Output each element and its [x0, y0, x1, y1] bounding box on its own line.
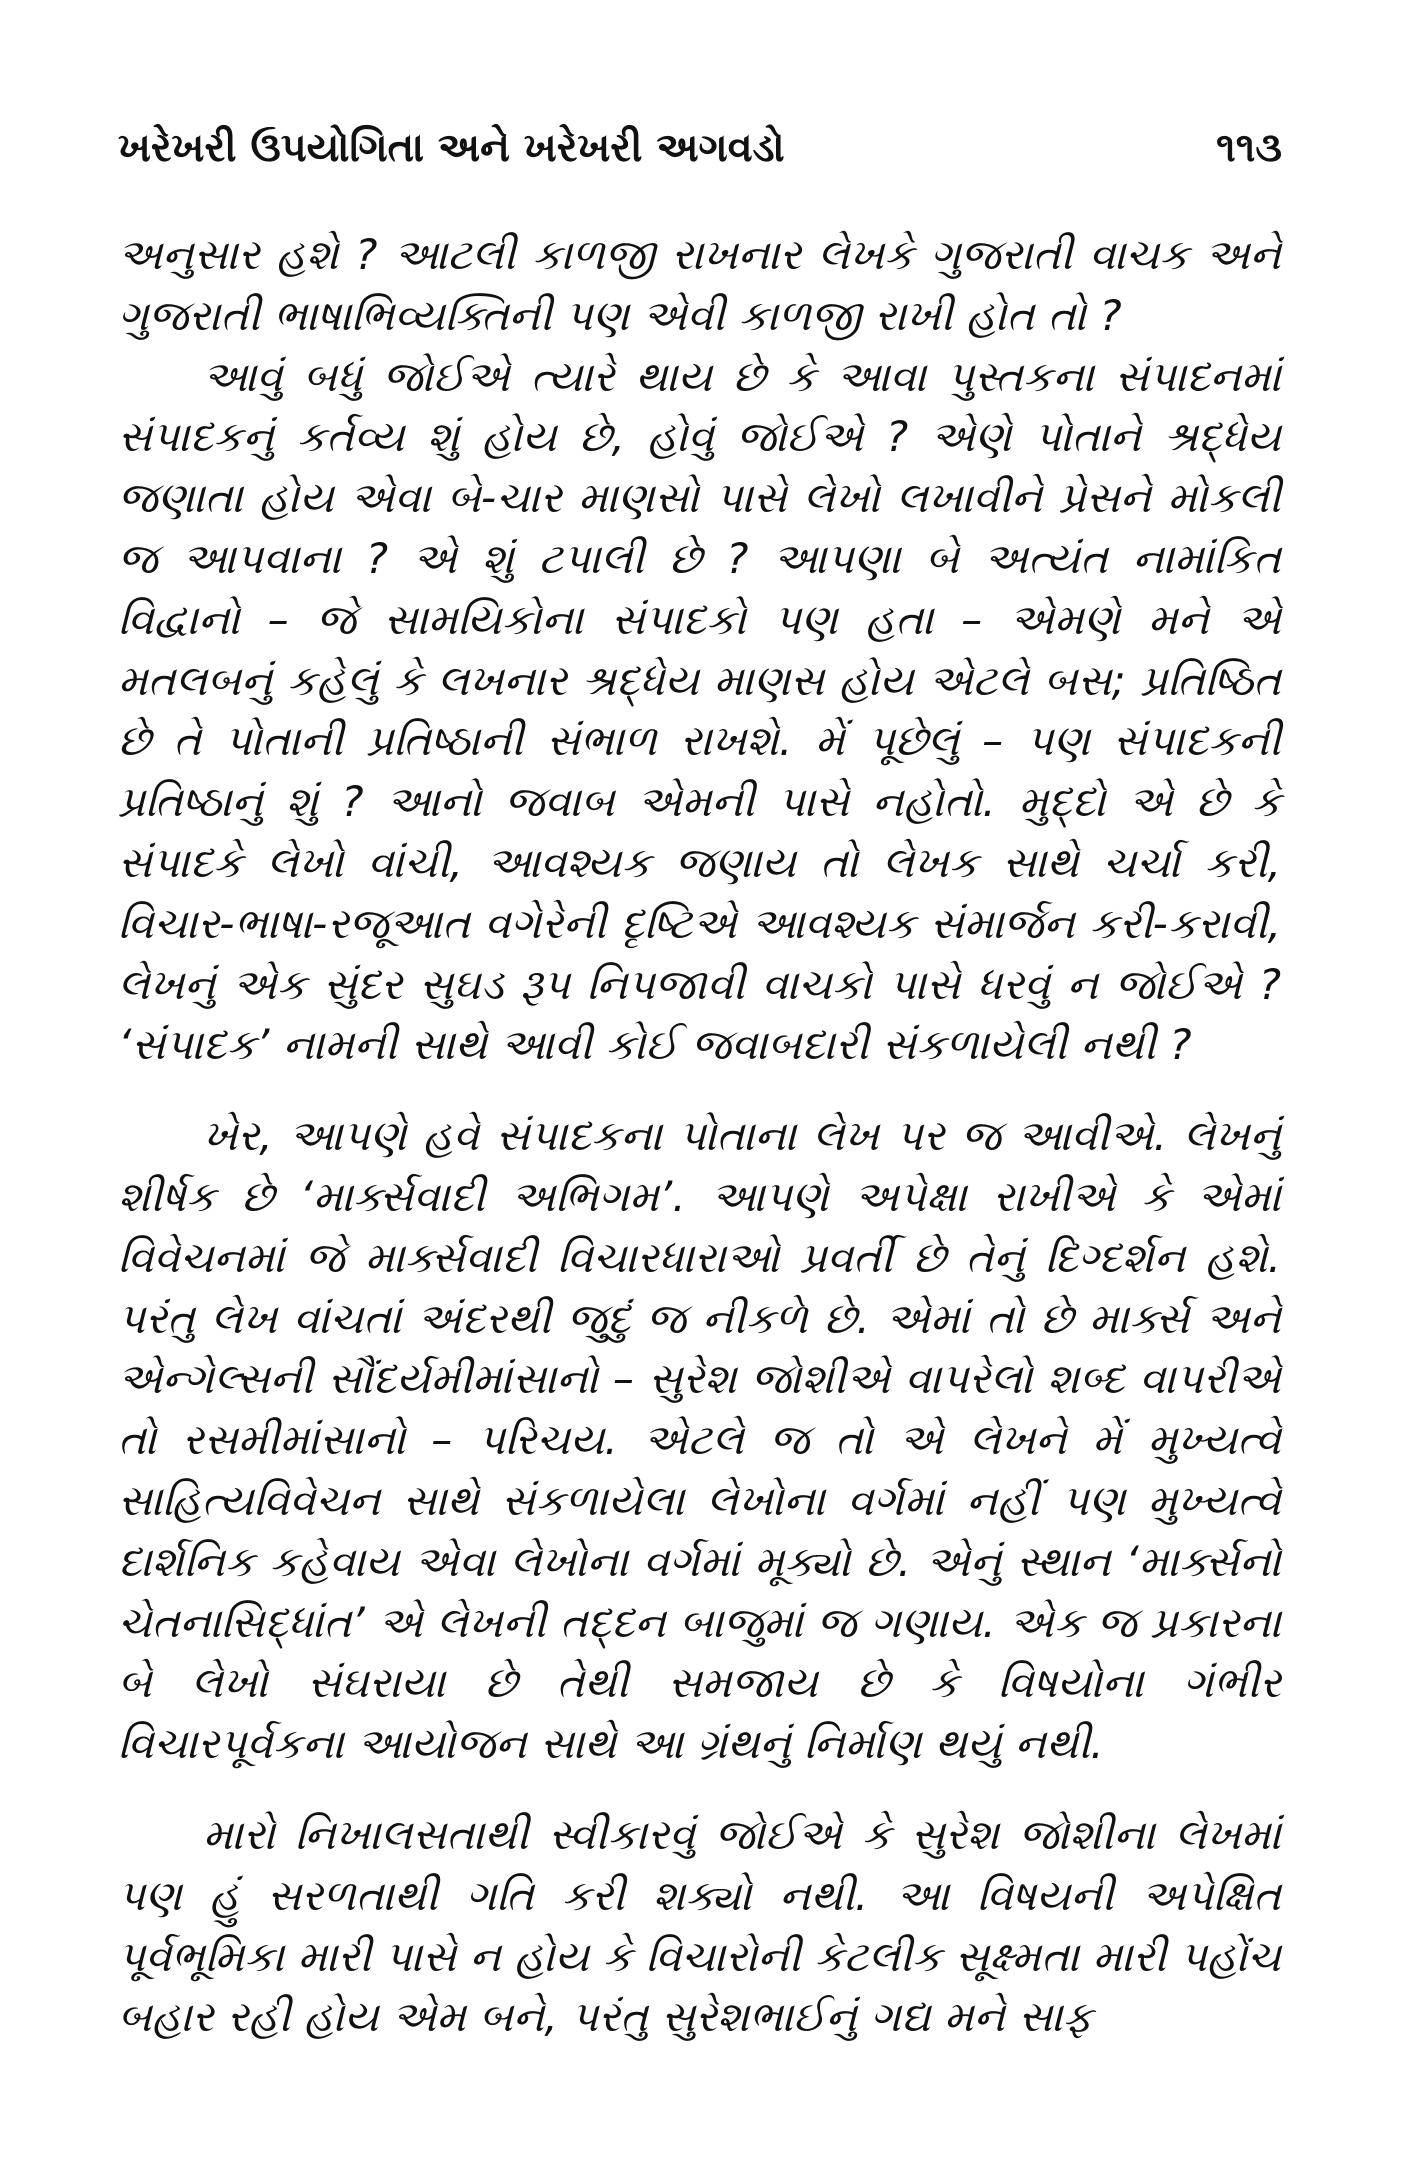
paragraph-editor-duty: આવું બધું જોઈએ ત્યારે થાય છે કે આવા પુસ્તકના સંપાદનમાં સંપાદકનું કર્તવ્ય શું હોય છે, હોવું જોઈએ ? એણે પોતાને શ્રદ્ધેય જણાતા હોય એવા બે-ચાર માણસો પાસે લેખો લખાવીને પ્રેસને મોકલી જ આપવાના ? એ શું ટપાલી છે ? આપણા બે અત્યંત નામાંકિત વિદ્વાનો – જે સામયિકોના સંપાદકો પણ હતા – એમણે મને એ મતલબનું કહેલું કે લખનાર શ્રદ્ધેય માણસ હોય એટલે બસ; પ્રતિષ્ઠિત છે તે પોતાની પ્રતિષ્ઠાની સંભાળ રાખશે. મેં પૂછેલું – પણ સંપાદકની પ્રતિષ્ઠાનું શું ? આનો જવાબ એમની પાસે નહોતો. મુદ્દો એ છે કે સંપાદકે લેખો વાંચી, આવશ્યક જણાય તો લેખક સાથે ચર્ચા કરી, વિચાર-ભાષા-રજૂઆત વગેરેની દૃષ્ટિએ આવશ્યક સંમાર્જન કરી-કરાવી, લેખનું એક સુંદર સુઘડ રૂપ નિપજાવી વાચકો પાસે ધરવું ન જોઈએ ? ‘સંપાદક’ નામની સાથે આવી કોઈ જવાબદારી સંકળાયેલી નથી ?: [118, 351, 1281, 1070]
running-title: ખરેખરી ઉપયોગિતા અને ખરેખરી અગવડો: [118, 125, 785, 171]
page-number: ૧૧૩: [1216, 125, 1282, 171]
body-text: [118, 225, 1281, 2048]
running-header: [118, 118, 1282, 178]
paragraph-suresh-joshi: મારો નિખાલસતાથી સ્વીકારવું જોઈએ કે સુરેશ જોશીના લેખમાં પણ હું સરળતાથી ગતિ કરી શક્યો નથી. આ વિષયની અપેક્ષિત પૂર્વભૂમિકા મારી પાસે ન હોય કે વિચારોની કેટલીક સૂક્ષ્મતા મારી પહોંચ બહાર રહી હોય એમ બને, પરંતુ સુરેશભાઈનું ગદ્ય મને સાફ: [118, 1809, 1281, 2042]
paragraph-continuation: અનુસાર હશે ? આટલી કાળજી રાખનાર લેખકે ગુજરાતી વાચક અને ગુજરાતી ભાષાભિવ્યક્તિની પણ એવી કાળજી રાખી હોત તો ?: [118, 230, 1281, 340]
paragraph-marxist-approach: ખેર, આપણે હવે સંપાદકના પોતાના લેખ પર જ આવીએ. લેખનું શીર્ષક છે ‘માર્ક્સવાદી અભિગમ’. આપણે અપેક્ષા રાખીએ કે એમાં વિવેચનમાં જે માર્ક્સવાદી વિચારધારાઓ પ્રવર્તી છે તેનું દિગ્દર્શન હશે. પરંતુ લેખ વાંચતાં અંદરથી જુદું જ નીકળે છે. એમાં તો છે માર્ક્સ અને એન્ગેલ્સની સૌંદર્યમીમાંસાનો – સુરેશ જોશીએ વાપરેલો શબ્દ વાપરીએ તો રસમીમાંસાનો – પરિચય. એટલે જ તો એ લેખને મેં મુખ્યત્વે સાહિત્યવિવેચન સાથે સંકળાયેલા લેખોના વર્ગમાં નહીં પણ મુખ્યત્વે દાર્શનિક કહેવાય એવા લેખોના વર્ગમાં મૂક્યો છે. એનું સ્થાન ‘માર્ક્સનો ચેતનાસિદ્ધાંત’ એ લેખની તદ્દન બાજુમાં જ ગણાય. એક જ પ્રકારના બે લેખો સંઘરાયા છે તેથી સમજાય છે કે વિષયોના ગંભીર વિચારપૂર્વકના આયોજન સાથે આ ગ્રંથનું નિર્માણ થયું નથી.: [118, 1111, 1281, 1769]
